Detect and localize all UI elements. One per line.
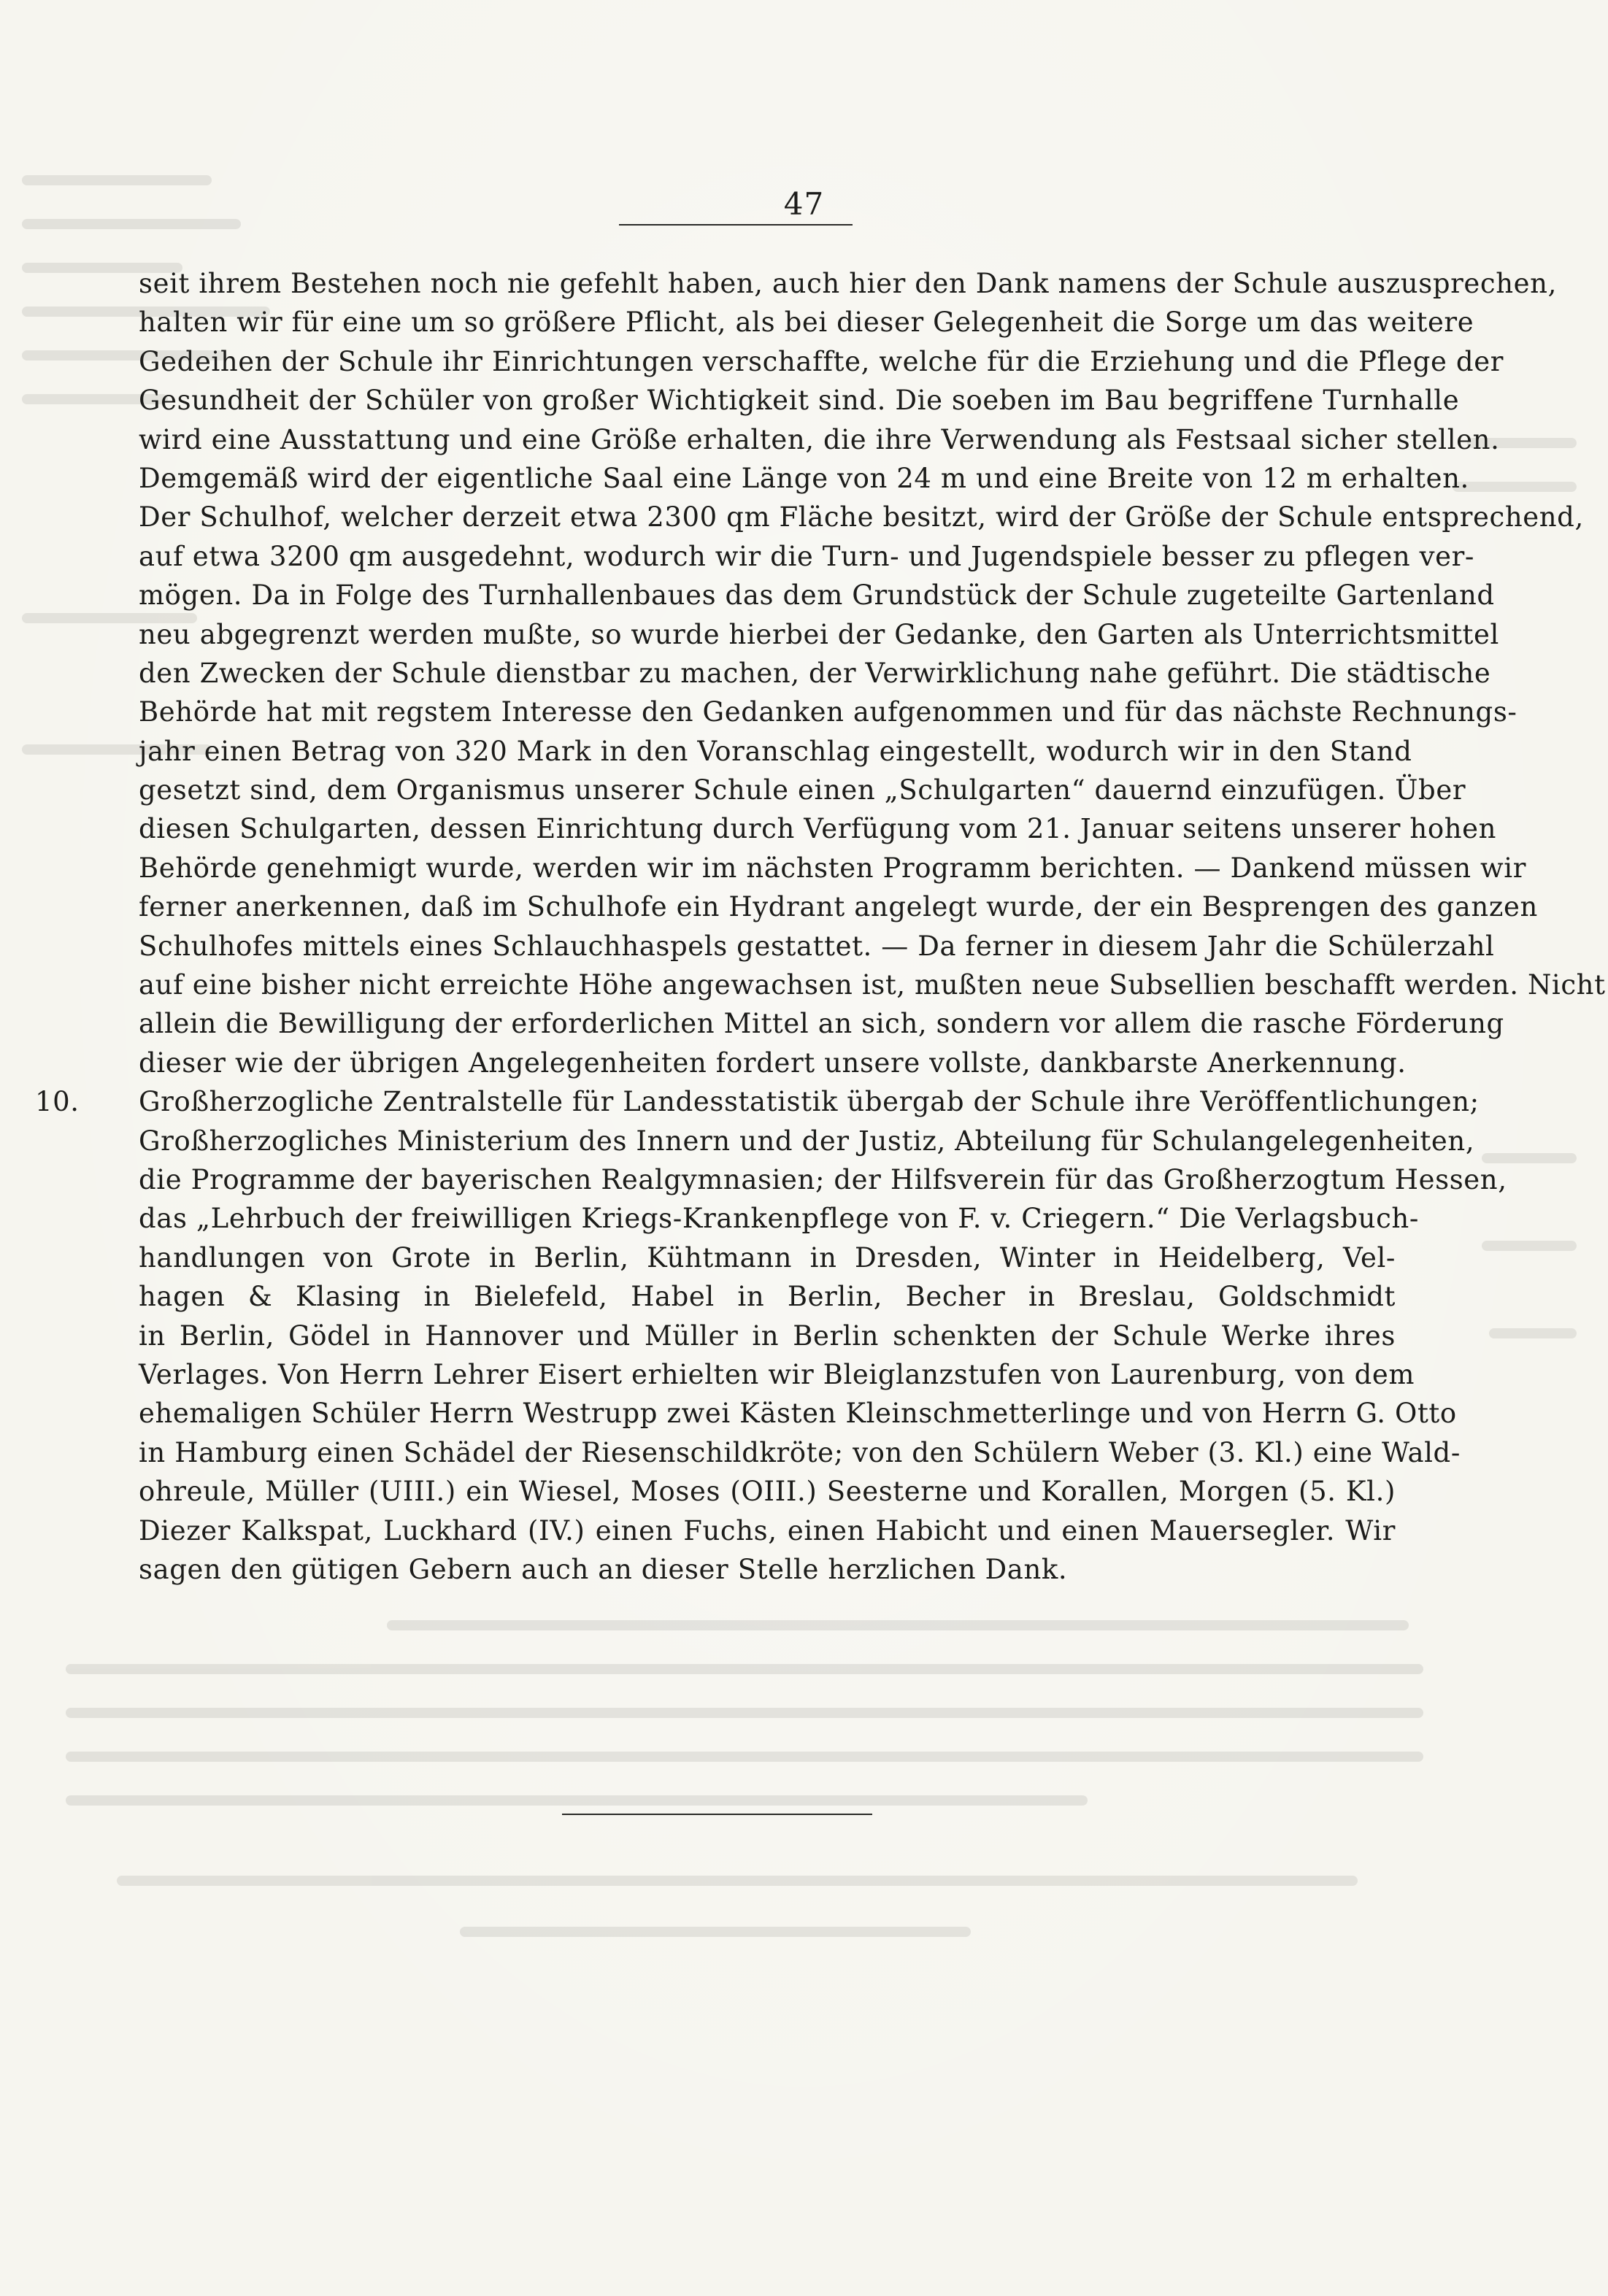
text-line: Verlages. Von Herrn Lehrer Eisert erhielten wir Bleiglanzstufen von Laurenburg, von dem xyxy=(139,1358,1415,1390)
text-line: ehemaligen Schüler Herrn Westrupp zwei Kästen Kleinschmetterlinge und von Herrn G. Otto xyxy=(139,1398,1457,1430)
text-line: Schulhofes mittels eines Schlauchhaspels gestattet. — Da ferner in diesem Jahr die Schülerzahl xyxy=(139,930,1495,962)
text-line: halten wir für eine um so größere Pflicht, als bei dieser Gelegenheit die Sorge um das weitere xyxy=(139,307,1474,339)
text-line: die Programme der bayerischen Realgymnasien; der Hilfsverein für das Großherzogtum Hessen, xyxy=(139,1163,1507,1195)
text-line: das „Lehrbuch der freiwilligen Kriegs-Krankenpflege von F. v. Criegern.“ Die Verlagsbuch- xyxy=(139,1203,1419,1235)
text-line: wird eine Ausstattung und eine Größe erhalten, die ihre Verwendung als Festsaal sicher stellen. xyxy=(139,423,1500,455)
body-text xyxy=(35,264,1606,1589)
text-line: in Hamburg einen Schädel der Riesenschildkröte; von den Schülern Weber (3. Kl.) eine Wald- xyxy=(139,1436,1461,1468)
text-line: neu abgegrenzt werden mußte, so wurde hierbei der Gedanke, den Garten als Unterrichtsmittel xyxy=(139,618,1499,650)
text-line: mögen. Da in Folge des Turnhallenbaues das dem Grundstück der Schule zugeteilte Gartenland xyxy=(139,579,1495,612)
text-line: Großherzogliches Ministerium des Innern und der Justiz, Abteilung für Schulangelegenheiten, xyxy=(139,1125,1475,1157)
text-line: Der Schulhof, welcher derzeit etwa 2300 qm Fläche besitzt, wird der Größe der Schule entsprechend, xyxy=(139,501,1584,533)
text-line: dieser wie der übrigen Angelegenheiten fordert unsere vollste, dankbarste Anerkennung. xyxy=(139,1047,1407,1079)
text-line: diesen Schulgarten, dessen Einrichtung durch Verfügung vom 21. Januar seitens unserer hohen xyxy=(139,813,1497,845)
page-number: 47 xyxy=(783,186,825,222)
text-line: Gedeihen der Schule ihr Einrichtungen verschaffte, welche für die Erziehung und die Pflege der xyxy=(139,345,1504,377)
text-line: seit ihrem Bestehen noch nie gefehlt haben, auch hier den Dank namens der Schule auszusprechen, xyxy=(139,268,1557,299)
text-line: Demgemäß wird der eigentliche Saal eine Länge von 24 m und eine Breite von 12 m erhalten. xyxy=(139,462,1469,494)
text-line: in Berlin, Gödel in Hannover und Müller in Berlin schenkten der Schule Werke ihres xyxy=(139,1320,1396,1352)
text-line: Behörde genehmigt wurde, werden wir im nächsten Programm berichten. — Dankend müssen wir xyxy=(139,852,1526,884)
paragraph-turnhalle-schulgarten xyxy=(139,264,1606,1082)
text-line: Gesundheit der Schüler von großer Wichtigkeit sind. Die soeben im Bau begriffene Turnhalle xyxy=(139,385,1460,417)
closing-rule xyxy=(562,1814,872,1815)
text-line: auf eine bisher nicht erreichte Höhe angewachsen ist, mußten neue Subsellien beschafft werden. Nicht xyxy=(139,969,1606,1001)
text-line: hagen & Klasing in Bielefeld, Habel in Berlin, Becher in Breslau, Goldschmidt xyxy=(139,1281,1396,1313)
text-line: Großherzogliche Zentralstelle für Landesstatistik übergab der Schule ihre Veröffentlichungen; xyxy=(139,1086,1480,1118)
text-line: handlungen von Grote in Berlin, Kühtmann in Dresden, Winter in Heidelberg, Vel- xyxy=(139,1241,1396,1274)
text-line: ohreule, Müller (UIII.) ein Wiesel, Moses (OIII.) Seesterne und Korallen, Morgen (5. Kl.) xyxy=(139,1476,1396,1508)
text-line: sagen den gütigen Gebern auch an dieser Stelle herzlichen Dank. xyxy=(139,1553,1068,1585)
text-line: Diezer Kalkspat, Luckhard (IV.) einen Fuchs, einen Habicht und einen Mauersegler. Wir xyxy=(139,1514,1396,1546)
text-line: den Zwecken der Schule dienstbar zu machen, der Verwirklichung nahe geführt. Die städtische xyxy=(139,657,1491,689)
item-number: 10. xyxy=(35,1086,80,1118)
text-line: allein die Bewilligung der erforderlichen Mittel an sich, sondern vor allem die rasche Förderung xyxy=(139,1008,1504,1040)
text-line: ferner anerkennen, daß im Schulhofe ein Hydrant angelegt wurde, der ein Besprengen des ganzen xyxy=(139,891,1538,923)
text-line: gesetzt sind, dem Organismus unserer Schule einen „Schulgarten“ dauernd einzufügen. Über xyxy=(139,774,1466,806)
text-line: auf etwa 3200 qm ausgedehnt, wodurch wir die Turn- und Jugendspiele besser zu pflegen ver- xyxy=(139,540,1475,572)
header-rule xyxy=(619,224,853,226)
numbered-item-10 xyxy=(35,1082,1507,1589)
text-line: Behörde hat mit regstem Interesse den Gedanken aufgenommen und für das nächste Rechnungs- xyxy=(139,696,1517,728)
text-line: jahr einen Betrag von 320 Mark in den Voranschlag eingestellt, wodurch wir in den Stand xyxy=(139,735,1412,767)
